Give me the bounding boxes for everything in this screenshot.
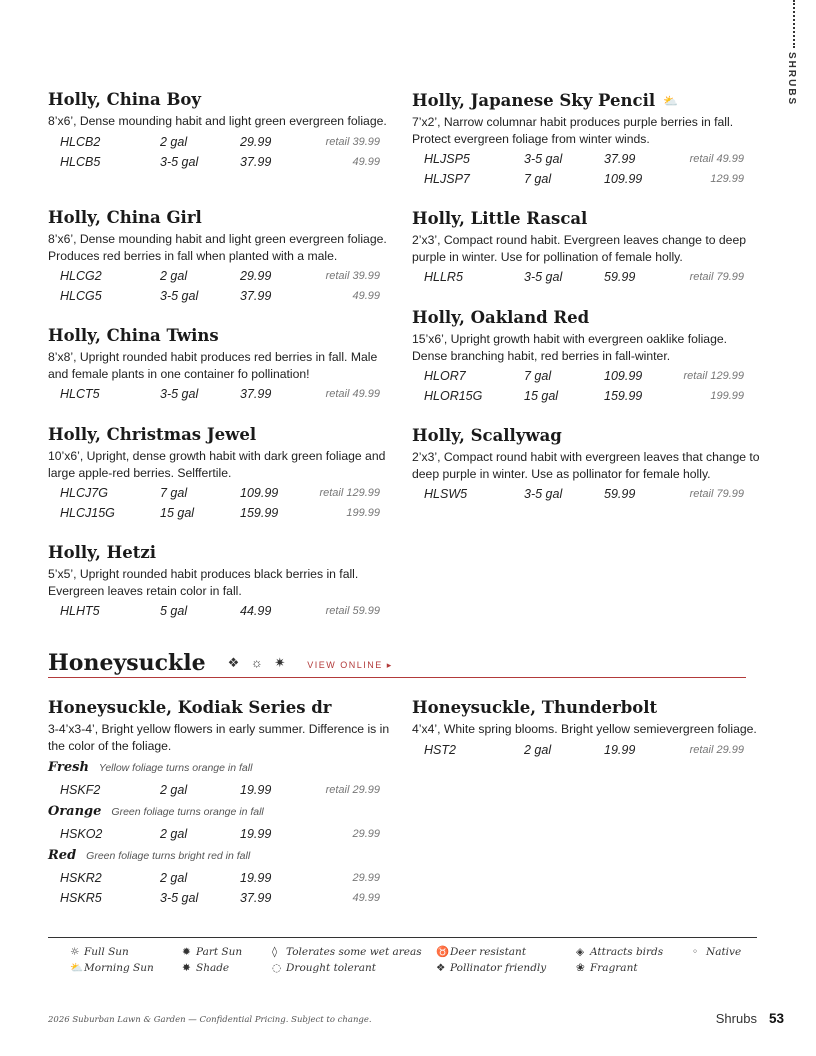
sku-retail: retail 79.99 [689, 271, 744, 283]
sku-price: 19.99 [240, 783, 272, 797]
sku-price: 59.99 [604, 270, 636, 284]
product-name: Holly, Little Rascal [412, 209, 588, 228]
product-name: Holly, Hetzi [48, 543, 156, 562]
legend-label: Full Sun [84, 946, 129, 958]
sku-retail: retail 59.99 [325, 605, 380, 617]
variant-note: Green foliage turns orange in fall [111, 806, 264, 818]
footer-section-name: Shrubs [715, 1011, 757, 1026]
sku-row [412, 169, 762, 189]
sku-code: HLCG2 [60, 269, 102, 283]
product-name: Holly, Oakland Red [412, 308, 590, 327]
sku-row [48, 483, 398, 503]
sku-row [48, 780, 398, 800]
legend-item [272, 960, 422, 976]
legend-label: Drought tolerant [286, 962, 376, 974]
sku-retail: retail 39.99 [325, 135, 380, 148]
sku-code: HLSW5 [424, 487, 468, 501]
sku-size: 2 gal [160, 871, 188, 885]
product-block [412, 91, 762, 189]
deer-resistant-icon: ♉ [436, 946, 450, 958]
sku-retail: 29.99 [352, 828, 380, 840]
sku-code: HLOR15G [424, 389, 483, 403]
sku-price: 59.99 [604, 487, 636, 501]
drought-icon: ◌ [272, 962, 282, 974]
product-block [48, 543, 398, 621]
sku-row [412, 366, 762, 386]
sku-retail: 29.99 [352, 872, 380, 884]
sku-size: 3-5 gal [160, 289, 199, 303]
product-name-text: Holly, Japanese Sky Pencil [412, 91, 656, 110]
legend-column [70, 944, 154, 976]
variant-header [48, 848, 398, 868]
product-block [412, 209, 762, 287]
product-name: Holly, Scallywag [412, 426, 562, 445]
morning-sun-icon: ⛅ [70, 962, 84, 974]
side-tab-dots [793, 0, 795, 48]
sku-retail: retail 39.99 [325, 270, 380, 282]
product-name: Honeysuckle, Thunderbolt [412, 698, 658, 717]
shade-icon: ✸ [182, 962, 191, 974]
legend-label: Part Sun [196, 946, 243, 958]
sku-code: HSKR2 [60, 871, 102, 885]
sku-size: 15 gal [160, 506, 195, 520]
footer-page-info [716, 1011, 784, 1026]
product-description: 3-4’x3-4’, Bright yellow flowers in early summer. Difference is in the color of the foliage. [48, 722, 390, 753]
sku-retail: 49.99 [352, 892, 380, 904]
sku-retail: 199.99 [710, 390, 744, 402]
sku-row [412, 149, 762, 169]
sku-row [48, 384, 398, 404]
sku-code: HLCG5 [60, 289, 102, 303]
sku-code: HSKO2 [60, 827, 103, 841]
attracts-birds-icon: ◈ [576, 946, 585, 958]
legend-item [70, 960, 154, 976]
product-block [412, 426, 762, 504]
sku-row [48, 503, 398, 523]
product-description: 2’x3’, Compact round habit. Evergreen leaves change to deep purple in winter. Use for pollination of female holly. [412, 233, 747, 264]
legend-item [182, 960, 242, 976]
legend-label: Attracts birds [590, 946, 664, 958]
sku-retail: 49.99 [352, 155, 380, 168]
product-description: 10’x6’, Upright, dense growth habit with dark green foliage and large apple-red berries. Selffertile. [48, 449, 386, 480]
sku-retail: retail 49.99 [325, 388, 380, 400]
native-icon: ◦ [692, 946, 699, 958]
legend-item [70, 944, 154, 960]
product-block [48, 90, 398, 172]
legend-item [436, 944, 546, 960]
sku-code: HLCJ7G [60, 486, 108, 500]
product-name [412, 91, 762, 111]
sku-price: 109.99 [240, 486, 279, 500]
product-description: 5’x5’, Upright rounded habit produces black berries in fall. Evergreen leaves retain color in fall. [48, 567, 359, 598]
sku-price: 37.99 [240, 387, 272, 401]
sku-row [48, 286, 398, 306]
wet-areas-icon: ◊ [272, 946, 278, 958]
sku-price: 37.99 [604, 152, 636, 166]
full-sun-icon: ☼ [70, 946, 80, 958]
product-description: 8’x8’, Upright rounded habit produces red berries in fall. Male and female plants in one container fo pollination! [48, 350, 378, 381]
sku-retail: 129.99 [710, 173, 744, 185]
sku-code: HLOR7 [424, 369, 466, 383]
legend-column [692, 944, 741, 960]
variant-note: Yellow foliage turns orange in fall [98, 762, 253, 774]
sku-price: 19.99 [604, 742, 636, 757]
sku-row [48, 888, 398, 908]
sku-price: 19.99 [240, 871, 272, 885]
view-online-link[interactable]: VIEW ONLINE ▸ [307, 660, 393, 670]
sku-code: HSKR5 [60, 891, 102, 905]
side-section-tab [780, 0, 810, 110]
sku-row [412, 386, 762, 406]
product-name: Holly, China Boy [48, 90, 201, 109]
sku-retail: 49.99 [352, 290, 380, 302]
sku-price: 19.99 [240, 827, 272, 841]
sku-retail: retail 29.99 [689, 743, 744, 756]
sku-row [412, 484, 762, 504]
pollinator-icon: ❖ [436, 962, 446, 974]
sku-retail: retail 129.99 [683, 370, 744, 382]
legend-item [576, 944, 663, 960]
sku-row [48, 152, 398, 172]
sku-size: 7 gal [160, 486, 188, 500]
legend-label: Deer resistant [450, 946, 527, 958]
legend-column [576, 944, 663, 976]
legend-column [272, 944, 422, 976]
sku-code: HLJSP7 [424, 172, 470, 186]
sku-price: 37.99 [240, 289, 272, 303]
variant-name: Red [48, 848, 77, 863]
sku-size: 2 gal [524, 742, 552, 757]
variant-note: Green foliage turns bright red in fall [86, 850, 251, 862]
variant-header [48, 804, 398, 824]
sku-size: 3-5 gal [524, 152, 563, 166]
sku-size: 3-5 gal [160, 154, 199, 169]
sku-code: HLJSP5 [424, 152, 470, 166]
sku-price: 37.99 [240, 891, 272, 905]
sku-retail: retail 79.99 [689, 488, 744, 500]
sku-price: 29.99 [240, 134, 272, 149]
legend-item [272, 944, 422, 960]
legend-item [576, 960, 663, 976]
sku-code: HLCJ15G [60, 506, 115, 520]
icon-legend [48, 937, 757, 974]
product-description: 2’x3’, Compact round habit with evergreen leaves that change to deep purple in winter. Use as pollinator for female holly. [412, 450, 760, 481]
sku-code: HLCB5 [60, 154, 101, 169]
product-name: Holly, China Girl [48, 208, 202, 227]
product-name: Holly, Christmas Jewel [48, 425, 257, 444]
legend-column [182, 944, 242, 976]
legend-label: Pollinator friendly [450, 962, 547, 974]
sku-retail: retail 29.99 [325, 784, 380, 796]
sku-size: 2 gal [160, 269, 188, 283]
sku-row [48, 266, 398, 286]
product-description: 4’x4’, White spring blooms. Bright yellow semievergreen foliage. [412, 722, 757, 736]
sku-row [48, 824, 398, 844]
variant-name: Orange [48, 804, 102, 819]
product-block [48, 208, 398, 306]
product-name: Holly, China Twins [48, 326, 219, 345]
product-description: 8’x6’, Dense mounding habit and light green evergreen foliage. Produces red berries in fall when planted with a male. [48, 232, 387, 263]
variant-header [48, 760, 398, 780]
fragrant-icon: ❀ [576, 962, 585, 974]
sku-price: 159.99 [604, 389, 643, 403]
sku-code: HLCT5 [60, 387, 100, 401]
product-block [48, 698, 398, 908]
sku-retail: retail 49.99 [689, 153, 744, 165]
product-block [48, 326, 398, 404]
sku-price: 109.99 [604, 172, 643, 186]
sku-code: HLHT5 [60, 604, 100, 618]
sku-size: 3-5 gal [160, 387, 199, 401]
sku-size: 2 gal [160, 783, 188, 797]
sku-row [48, 601, 398, 621]
side-tab-label: SHRUBS [786, 52, 797, 107]
sku-price: 159.99 [240, 506, 279, 520]
product-block [48, 425, 398, 523]
sku-size: 3-5 gal [524, 270, 563, 284]
product-block [412, 698, 762, 760]
sku-row [412, 740, 762, 760]
sku-price: 109.99 [604, 369, 643, 383]
product-description: 7’x2’, Narrow columnar habit produces purple berries in fall. Protect evergreen foliage from winter winds. [412, 115, 734, 146]
sku-retail: retail 129.99 [319, 487, 380, 499]
sku-size: 15 gal [524, 389, 559, 403]
legend-label: Shade [196, 962, 230, 974]
legend-label: Fragrant [590, 962, 638, 974]
product-description: 8’x6’, Dense mounding habit and light green evergreen foliage. [48, 114, 387, 128]
product-name: Honeysuckle, Kodiak Series dr [48, 698, 332, 717]
variant-name: Fresh [48, 760, 89, 775]
sku-size: 7 gal [524, 369, 552, 383]
sku-size: 2 gal [160, 134, 188, 149]
sku-price: 37.99 [240, 154, 272, 169]
legend-label: Tolerates some wet areas [286, 946, 422, 958]
part-sun-icon: ✹ [182, 946, 191, 958]
sku-code: HLLR5 [424, 270, 463, 284]
section-attribute-icons: ❖ ☼ ✷ [227, 655, 290, 670]
sku-code: HLCB2 [60, 134, 101, 149]
footer-disclaimer: 2026 Suburban Lawn & Garden — Confidential Pricing. Subject to change. [48, 1015, 372, 1025]
legend-label: Morning Sun [84, 962, 154, 974]
product-block [412, 308, 762, 406]
legend-item [182, 944, 242, 960]
sku-size: 3-5 gal [524, 487, 563, 501]
sku-row [48, 868, 398, 888]
sku-row [412, 267, 762, 287]
legend-label: Native [706, 946, 742, 958]
sku-size: 3-5 gal [160, 891, 199, 905]
legend-item [436, 960, 546, 976]
sku-row [48, 132, 398, 152]
sku-retail: 199.99 [346, 507, 380, 519]
product-description: 15’x6’, Upright growth habit with evergreen oaklike foliage. Dense branching habit, red berries in fall-winter. [412, 332, 728, 363]
sku-price: 29.99 [240, 269, 272, 283]
page-number: 53 [768, 1011, 784, 1026]
legend-column [436, 944, 546, 976]
sku-code: HSKF2 [60, 783, 101, 797]
sku-price: 44.99 [240, 604, 272, 618]
section-title: Honeysuckle [48, 650, 206, 676]
morning-sun-icon: ⛅ [663, 94, 679, 108]
sku-size: 2 gal [160, 827, 188, 841]
legend-item [692, 944, 741, 960]
sku-size: 5 gal [160, 604, 188, 618]
sku-code: HST2 [424, 742, 456, 757]
sku-size: 7 gal [524, 172, 552, 186]
section-header-honeysuckle [48, 648, 746, 678]
